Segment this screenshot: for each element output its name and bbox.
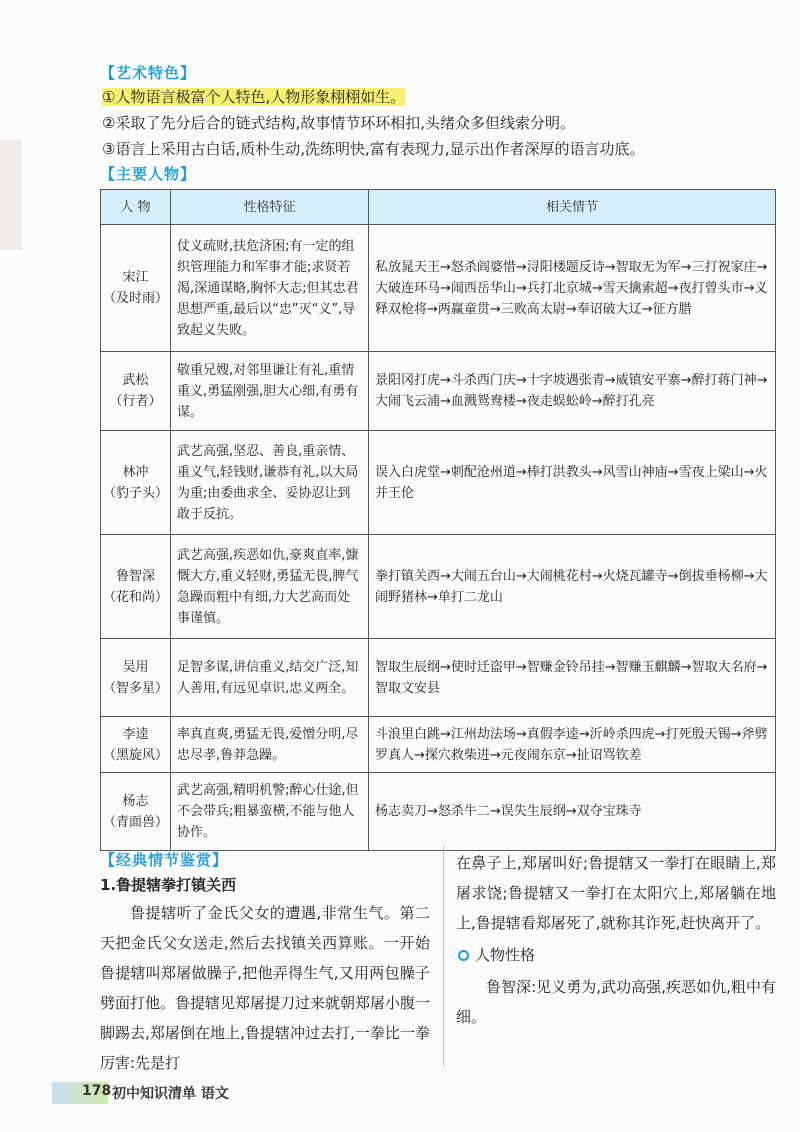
character-name-cell	[101, 639, 171, 717]
personality-heading-label: 人物性格	[475, 946, 536, 964]
column-header-plots: 相关情节	[369, 190, 776, 225]
character-name: 林冲	[122, 464, 149, 480]
character-traits: 敬重兄嫂,对邻里谦让有礼,重情重义,勇猛刚强,胆大心细,有勇有谋。	[171, 352, 369, 431]
character-traits: 仗义疏财,扶危济困;有一定的组织管理能力和军事才能;求贤若渴,深通谋略,胸怀大志;但其忠君思想严重,最后以“忠”灭“义”,导致起义失败。	[171, 225, 369, 352]
book-title: 初中知识清单 语文	[112, 1086, 229, 1102]
classic-plot-left-column	[100, 848, 430, 1078]
table-row	[101, 717, 776, 773]
character-plots: 智取生辰纲→使时迁盗甲→智赚金铃吊挂→智赚玉麒麟→智取大名府→智取文安县	[369, 639, 776, 717]
art-feature-1-text: ①人物语言极富个人特色,人物形象栩栩如生。	[102, 88, 406, 106]
character-alias: （行者）	[109, 394, 162, 409]
classic-plot-heading: 【经典情节鉴赏】	[100, 851, 229, 869]
character-name-cell	[101, 773, 171, 851]
character-plots: 私放晁天王→怒杀阎婆惜→浔阳楼题反诗→智取无为军→三打祝家庄→大破连环马→闹西岳华山→兵打北京城→雪天擒索超→夜打曾头市→义释双枪将→两赢童贯→三败高太尉→奉诏破大辽→征方腊	[369, 225, 776, 352]
art-feature-2: ②采取了先分后合的链式结构,故事情节环环相扣,头绪众多但线索分明。	[102, 114, 575, 132]
page-number: 178	[82, 1083, 112, 1099]
character-plots: 误入白虎堂→刺配沧州道→棒打洪教头→风雪山神庙→雪夜上梁山→火并王伦	[369, 431, 776, 535]
character-plots: 拳打镇关西→大闹五台山→大闹桃花村→火烧瓦罐寺→倒拔垂杨柳→大闹野猪林→单打二龙山	[369, 535, 776, 639]
character-alias: （花和尚）	[103, 589, 169, 605]
character-name-cell	[101, 225, 171, 352]
character-name: 杨志	[122, 793, 149, 809]
table-row	[101, 535, 776, 639]
art-features-heading: 【艺术特色】	[100, 64, 197, 82]
character-alias: （豹子头）	[103, 485, 169, 501]
circle-bullet-icon	[458, 950, 469, 961]
page-edge-shadow	[0, 140, 22, 250]
character-traits: 武艺高强,疾恶如仇,豪爽直率,慷慨大方,重义轻财,勇猛无畏,脾气急躁而粗中有细,力大艺高而处事谨慎。	[171, 535, 369, 639]
character-name: 宋江	[122, 270, 149, 285]
character-name: 吴用	[122, 659, 149, 675]
character-name: 鲁智深	[115, 568, 155, 584]
character-alias: （及时雨）	[103, 291, 169, 306]
personality-text: 鲁智深:见义勇为,武功高强,疾恶如仇,粗中有细。	[456, 978, 776, 1026]
table-row	[101, 352, 776, 431]
table-row	[101, 431, 776, 535]
character-alias: （黑旋风）	[103, 747, 169, 763]
table-header-row	[101, 190, 776, 225]
character-traits: 率真直爽,勇猛无畏,爱憎分明,尽忠尽孝,鲁莽急躁。	[171, 717, 369, 773]
character-name-cell	[101, 535, 171, 639]
table-row	[101, 225, 776, 352]
character-name-cell	[101, 431, 171, 535]
character-alias: （智多星）	[103, 680, 169, 696]
personality-heading	[456, 942, 776, 968]
character-alias: （青面兽）	[103, 814, 169, 830]
story-title: 1.鲁提辖拳打镇关西	[100, 876, 237, 894]
story-text-left: 鲁提辖听了金氏父女的遭遇,非常生气。第二天把金氏父女送走,然后去找镇关西算账。一开始鲁提辖叫郑屠做臊子,把他弄得生气,又用两包臊子劈面打他。鲁提辖见郑屠提刀过来就朝郑屠小腹一脚踢去,郑屠倒在地上,鲁提辖冲过去打,一拳比一拳厉害:先是打	[100, 904, 431, 1072]
table-row	[101, 639, 776, 717]
character-plots: 斗浪里白跳→江州劫法场→真假李逵→沂岭杀四虎→打死殷天锡→斧劈罗真人→探穴救柴进→元夜闹东京→扯诏骂钦差	[369, 717, 776, 773]
character-traits: 武艺高强,精明机警;醉心仕途,但不会带兵;粗暴蛮横,不能与他人协作。	[171, 773, 369, 851]
classic-plot-right-column	[456, 848, 776, 1032]
character-name: 李逵	[122, 726, 149, 742]
character-plots: 景阳冈打虎→斗杀西门庆→十字坡遇张青→威镇安平寨→醉打蒋门神→大闹飞云浦→血溅鸳鸯楼→夜走蜈蚣岭→醉打孔亮	[369, 352, 776, 431]
character-traits: 武艺高强,坚忍、善良,重亲情、重义气,轻钱财,谦恭有礼,以大局为重;由委曲求全、妥协忍让到敢于反抗。	[171, 431, 369, 535]
main-characters-heading: 【主要人物】	[100, 165, 197, 183]
character-name: 武松	[122, 373, 149, 388]
characters-table	[100, 189, 776, 851]
column-header-name: 人 物	[101, 190, 171, 225]
character-name-cell	[101, 352, 171, 431]
column-header-traits: 性格特征	[171, 190, 369, 225]
character-name-cell	[101, 717, 171, 773]
story-text-right: 在鼻子上,郑屠叫好;鲁提辖又一拳打在眼睛上,郑屠求饶;鲁提辖又一拳打在太阳穴上,郑屠躺在地上,鲁提辖看郑屠死了,就称其诈死,赶快离开了。	[456, 854, 776, 932]
art-feature-1	[102, 86, 405, 108]
character-plots: 杨志卖刀→怒杀牛二→误失生辰纲→双夺宝珠寺	[369, 773, 776, 851]
column-divider	[443, 846, 444, 1066]
art-feature-3: ③语言上采用古白话,质朴生动,洗练明快,富有表现力,显示出作者深厚的语言功底。	[102, 140, 645, 158]
character-traits: 足智多谋,讲信重义,结交广泛,知人善用,有远见卓识,忠义两全。	[171, 639, 369, 717]
table-row	[101, 773, 776, 851]
